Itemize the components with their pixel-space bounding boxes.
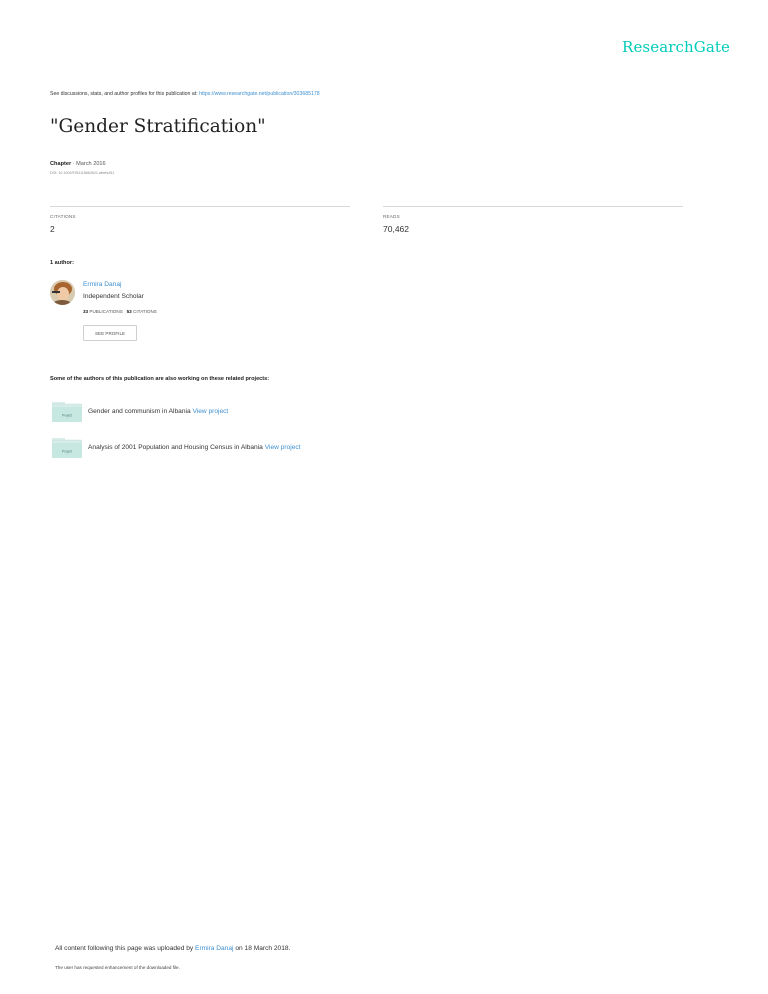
reads-value: 70,462 xyxy=(383,224,409,234)
reads-divider xyxy=(383,206,683,207)
view-project-link[interactable]: View project xyxy=(192,408,229,415)
project-item xyxy=(50,402,650,422)
authors-heading: 1 author: xyxy=(50,260,74,266)
author-name-link[interactable]: Ermira Danaj xyxy=(83,281,122,288)
author-publications-label: PUBLICATIONS xyxy=(89,309,123,314)
project-folder-icon xyxy=(52,438,82,458)
project-title: Gender and communism in Albania xyxy=(88,408,191,415)
project-icon-label: Project xyxy=(62,413,72,418)
discussion-notice xyxy=(50,91,320,97)
related-projects-heading: Some of the authors of this publication are also working on these related projects: xyxy=(50,376,270,382)
project-item xyxy=(50,438,650,458)
enhancement-note: The user has requested enhancement of the downloaded file. xyxy=(55,965,180,970)
reads-label: READS xyxy=(383,214,400,219)
upload-notice xyxy=(55,945,290,952)
discussion-text: See discussions, stats, and author profiles for this publication at: xyxy=(50,91,198,97)
author-avatar[interactable] xyxy=(50,280,75,305)
project-title: Analysis of 2001 Population and Housing Census in Albania xyxy=(88,444,263,451)
uploader-link[interactable]: Ermira Danaj xyxy=(195,945,234,952)
publication-url-link[interactable]: https://www.researchgate.net/publication/303685178 xyxy=(199,91,320,97)
citations-divider xyxy=(50,206,350,207)
author-citations-count: 53 xyxy=(126,309,132,314)
author-photo-icon xyxy=(50,280,75,305)
see-profile-button[interactable]: SEE PROFILE xyxy=(83,325,137,341)
citations-value: 2 xyxy=(50,224,55,234)
researchgate-logo[interactable]: ResearchGate xyxy=(622,38,730,56)
project-icon-label: Project xyxy=(62,449,72,454)
view-project-link[interactable]: View project xyxy=(264,444,301,451)
author-affiliation: Independent Scholar xyxy=(83,293,144,300)
project-title-line xyxy=(88,444,301,451)
upload-prefix: All content following this page was uploaded by xyxy=(55,945,194,952)
author-publications-count: 33 xyxy=(83,309,89,314)
publication-title: "Gender Stratification" xyxy=(50,116,266,137)
publication-doi: DOI: 10.1002/9781118663621.wbefs261 xyxy=(50,171,115,175)
publication-date: · March 2016 xyxy=(72,161,106,167)
publication-meta xyxy=(50,161,106,167)
upload-suffix: on 18 March 2018. xyxy=(235,945,291,952)
author-citations-label: CITATIONS xyxy=(133,309,157,314)
citations-label: CITATIONS xyxy=(50,214,76,219)
project-title-line xyxy=(88,408,228,415)
project-folder-icon xyxy=(52,402,82,422)
publication-type: Chapter xyxy=(50,161,72,167)
author-stats xyxy=(83,309,157,314)
